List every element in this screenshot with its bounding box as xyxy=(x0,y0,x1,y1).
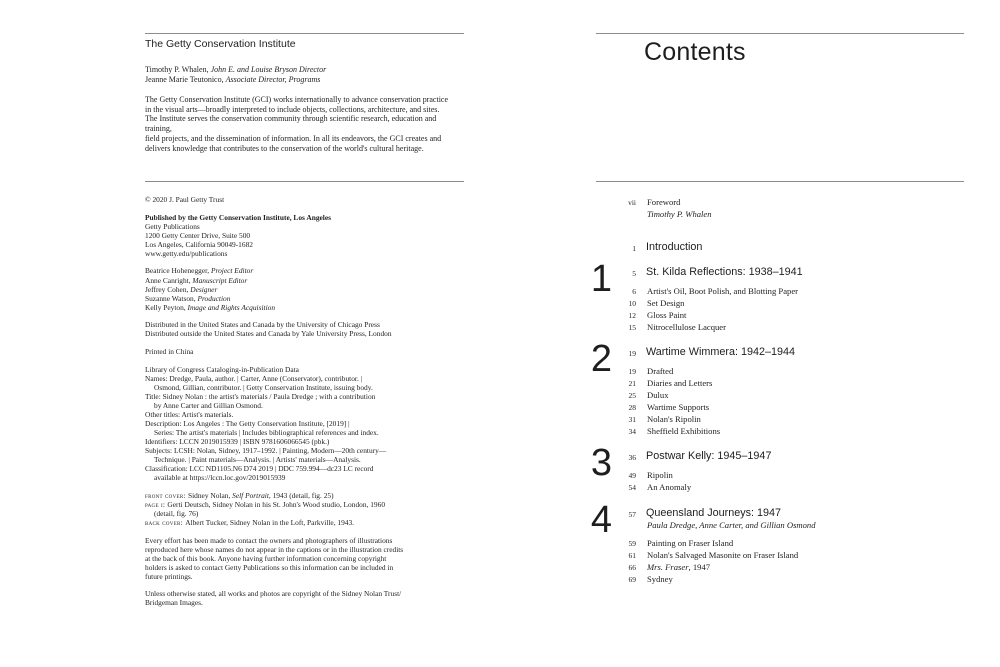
cip-line: Classification: LCC ND1105.N6 D74 2019 | DDC 759.994—dc23 LC record xyxy=(145,464,374,474)
toc-page-number: 21 xyxy=(628,379,636,388)
cover-credits xyxy=(145,491,465,527)
toc-chapter-title[interactable]: Wartime Wimmera: 1942–1944 xyxy=(646,346,796,358)
toc-page-number: 34 xyxy=(628,427,636,436)
toc-page-number: 54 xyxy=(628,483,636,492)
toc-entry[interactable]: Foreword xyxy=(647,197,681,207)
toc-page-number: 19 xyxy=(628,367,636,376)
toc-entry[interactable]: An Anomaly xyxy=(647,482,692,492)
publication-credits xyxy=(145,195,465,608)
toc-page-number: 57 xyxy=(628,510,636,519)
description-line: delivers knowledge that contributes to the conservation of the world's cultural heritage. xyxy=(145,143,424,153)
notice-line: Every effort has been made to contact the owners and photographers of illustrations xyxy=(145,535,393,545)
publisher-url: www.getty.edu/publications xyxy=(145,248,228,258)
toc-page-number: 5 xyxy=(632,269,636,278)
toc-entry[interactable]: Nolan's Salvaged Masonite on Fraser Island xyxy=(647,550,799,560)
description-line: The Institute serves the conservation community through scientific research, education and training, xyxy=(145,114,437,134)
toc-entry[interactable]: Nitrocellulose Lacquer xyxy=(647,322,726,332)
toc-page-number: 1 xyxy=(632,244,636,253)
cip-line: Series: The artist's materials | Includes bibliographical references and index. xyxy=(154,427,379,437)
toc-page-number: vii xyxy=(628,198,636,207)
cover-credit-line: back cover: Albert Tucker, Sidney Nolan in the Loft, Parkville, 1943. xyxy=(145,517,355,527)
toc-entry-italic[interactable]: Mrs. Fraser, 1947 xyxy=(647,562,711,572)
toc-chapter-title[interactable]: St. Kilda Reflections: 1938–1941 xyxy=(646,266,803,278)
publisher-line: Los Angeles, California 90049-1682 xyxy=(145,239,253,249)
cover-credit-label: page i: xyxy=(145,499,168,509)
toc-page-number: 31 xyxy=(628,415,636,424)
staff-role: Associate Director, Programs xyxy=(225,74,321,84)
publisher-line: Getty Publications xyxy=(145,221,200,231)
toc-entry[interactable]: Sheffield Exhibitions xyxy=(647,426,721,436)
toc-entry[interactable]: Dulux xyxy=(647,390,669,400)
cip-line: Technique. | Paint materials—Analysis. | Artists' materials—Analysis. xyxy=(154,455,361,465)
cover-credit-label: back cover: xyxy=(145,517,186,527)
cip-line: Subjects: LCSH: Nolan, Sidney, 1917–1992. | Painting, Modern—20th century— xyxy=(145,446,387,456)
rights-line: Bridgeman Images. xyxy=(145,598,203,608)
right-middle-rule xyxy=(596,181,964,182)
cover-credit-label: front cover: xyxy=(145,490,188,500)
cip-data xyxy=(145,365,465,483)
toc-page-number: 12 xyxy=(628,311,636,320)
team-line: Jeffrey Cohen, Designer xyxy=(145,284,218,294)
toc-page-number: 19 xyxy=(628,349,636,358)
rights-line: Unless otherwise stated, all works and photos are copyright of the Sidney Nolan Trust/ xyxy=(145,589,402,599)
notice-line: reproduced here whose names do not appear in the captions or in the illustration credits xyxy=(145,544,404,554)
publisher-line: 1200 Getty Center Drive, Suite 500 xyxy=(145,230,251,240)
notice-line: future printings. xyxy=(145,571,193,581)
team-line: Suzanne Watson, Production xyxy=(145,293,231,303)
toc-entry[interactable]: Set Design xyxy=(647,298,685,308)
team-line: Beatrice Hohenegger, Project Editor xyxy=(145,266,254,276)
toc-page-number: 15 xyxy=(628,323,636,332)
toc-entry[interactable]: Wartime Supports xyxy=(647,402,710,412)
toc-entry-italic[interactable]: Paula Dredge, Anne Carter, and Gillian Osmond xyxy=(647,520,816,530)
cip-line: Osmond, Gillian, contributor. | Getty Conservation Institute, issuing body. xyxy=(154,382,373,392)
cip-line: Identifiers: LCCN 2019015939 | ISBN 9781606066545 (pbk.) xyxy=(145,437,330,446)
staff-line xyxy=(145,75,326,85)
description-line: field projects, and the dissemination of information. In all its endeavors, the GCI creates and xyxy=(145,133,442,143)
cip-line: available at https://lccn.loc.gov/2019015939 xyxy=(154,473,286,483)
toc-entry[interactable]: Sydney xyxy=(647,574,673,584)
toc-page-number: 28 xyxy=(628,403,636,412)
right-top-rule xyxy=(596,33,964,34)
toc-entry[interactable]: Gloss Paint xyxy=(647,310,687,320)
cover-credit-line: front cover: Sidney Nolan, Self Portrait, 1943 (detail, fig. 25) xyxy=(145,490,334,500)
chapter-number: 3 xyxy=(590,442,612,484)
cover-credit-line: (detail, fig. 76) xyxy=(154,508,199,518)
toc-chapter-title[interactable]: Queensland Journeys: 1947 xyxy=(646,507,782,519)
toc-page-number: 36 xyxy=(628,453,636,462)
printed-line: Printed in China xyxy=(145,346,194,356)
distribution-line: Distributed outside the United States and Canada by Yale University Press, London xyxy=(145,329,392,339)
notice-line: at the back of this book. Anyone having further information concerning copyright xyxy=(145,553,387,563)
toc-entry[interactable]: Artist's Oil, Boot Polish, and Blotting Paper xyxy=(647,286,798,296)
left-top-rule xyxy=(145,33,464,34)
chapter-number: 1 xyxy=(590,258,612,300)
cip-line: by Anne Carter and Gillian Osmond. xyxy=(154,400,263,410)
toc-page-number: 59 xyxy=(628,539,636,548)
cip-line: Library of Congress Cataloging-in-Publication Data xyxy=(145,364,299,374)
staff-line xyxy=(145,65,326,75)
staff-name: Jeanne Marie Teutonico, xyxy=(145,74,226,84)
notice-line: holders is asked to contact Getty Publications so this information can be included in xyxy=(145,562,394,572)
toc-entry-italic[interactable]: Timothy P. Whalen xyxy=(647,209,712,219)
toc-chapter-title[interactable]: Postwar Kelly: 1945–1947 xyxy=(646,450,772,462)
institute-description xyxy=(145,95,465,153)
chapter-number: 2 xyxy=(590,338,612,380)
toc-page-number: 10 xyxy=(628,299,636,308)
cip-line: Names: Dredge, Paula, author. | Carter, Anne (Conservator), contributor. | xyxy=(145,373,363,383)
toc-page-number: 61 xyxy=(628,551,636,560)
toc-entry[interactable]: Painting on Fraser Island xyxy=(647,538,734,548)
toc-chapter-title[interactable]: Introduction xyxy=(646,241,703,253)
toc-page-number: 6 xyxy=(632,287,636,296)
staff-list xyxy=(145,65,326,84)
copyright-line: © 2020 J. Paul Getty Trust xyxy=(145,195,225,204)
toc-entry[interactable]: Nolan's Ripolin xyxy=(647,414,701,424)
cover-credit-line: page i: Gerti Deutsch, Sidney Nolan in his St. John's Wood studio, London, 1960 xyxy=(145,499,386,509)
description-line: in the visual arts—broadly interpreted to include objects, collections, architecture, and sites. xyxy=(145,104,440,114)
toc-page-number: 69 xyxy=(628,575,636,584)
toc-entry[interactable]: Ripolin xyxy=(647,470,673,480)
toc-page-number: 66 xyxy=(628,563,636,572)
description-line: The Getty Conservation Institute (GCI) works internationally to advance conservation practice xyxy=(145,95,449,104)
publisher-heading: Published by the Getty Conservation Institute, Los Angeles xyxy=(145,212,332,222)
team-line: Kelly Peyton, Image and Rights Acquisition xyxy=(145,302,276,312)
team-line: Anne Canright, Manuscript Editor xyxy=(145,275,248,285)
staff-name: Timothy P. Whalen, xyxy=(145,65,211,74)
cip-line: Other titles: Artist's materials. xyxy=(145,409,234,419)
toc-page-number: 25 xyxy=(628,391,636,400)
toc-page-number: 49 xyxy=(628,471,636,480)
toc-entry[interactable]: Diaries and Letters xyxy=(647,378,713,388)
contents-title: Contents xyxy=(644,38,746,66)
toc-entry[interactable]: Drafted xyxy=(647,366,674,376)
cip-line: Description: Los Angeles : The Getty Conservation Institute, [2019] | xyxy=(145,418,350,428)
left-middle-rule xyxy=(145,181,464,182)
institute-title: The Getty Conservation Institute xyxy=(145,38,296,50)
cip-line: Title: Sidney Nolan : the artist's materials / Paula Dredge ; with a contribution xyxy=(145,391,376,401)
chapter-number: 4 xyxy=(590,499,612,541)
staff-role: John E. and Louise Bryson Director xyxy=(210,65,327,74)
distribution-line: Distributed in the United States and Canada by the University of Chicago Press xyxy=(145,320,380,330)
